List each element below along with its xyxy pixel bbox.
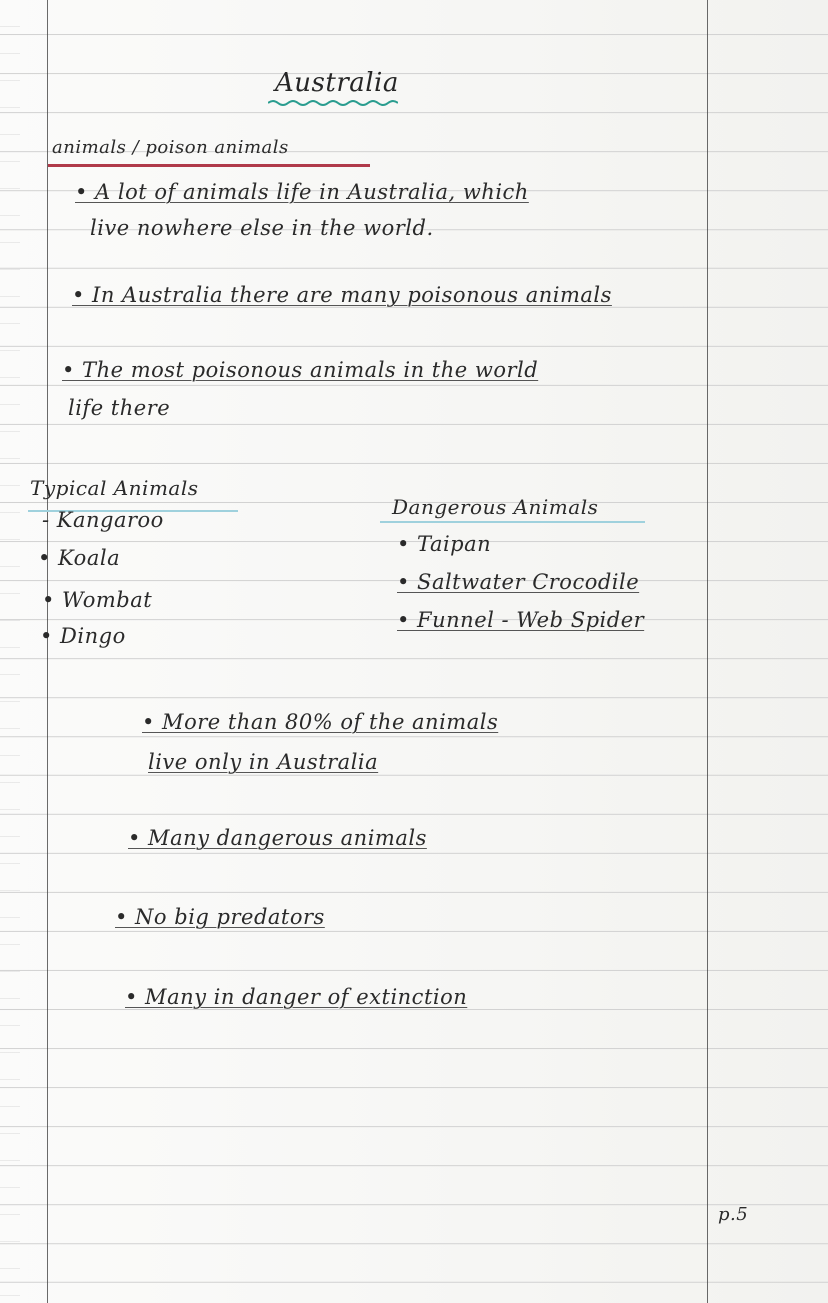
intro-bullet-2: • In Australia there are many poisonous animals: [72, 283, 612, 307]
dangerous-animal-item: • Funnel - Web Spider: [397, 608, 645, 632]
typical-animal-item: • Koala: [38, 546, 121, 570]
page-edge-texture: [0, 0, 20, 1303]
section-heading-underline: [48, 164, 370, 167]
dangerous-animals-underline: [380, 521, 645, 523]
intro-bullet-3-line2: life there: [68, 396, 171, 420]
dangerous-animals-heading: Dangerous Animals: [392, 495, 599, 519]
right-margin-line: [707, 0, 708, 1303]
left-margin-line: [47, 0, 48, 1303]
dangerous-animal-item: • Taipan: [397, 532, 492, 556]
intro-bullet-1-line2: live nowhere else in the world.: [90, 216, 434, 240]
page-number: p.5: [718, 1204, 749, 1225]
typical-animal-item: • Dingo: [40, 624, 126, 648]
fact-4: • Many in danger of extinction: [125, 985, 468, 1009]
section-heading: animals / poison animals: [52, 137, 289, 158]
typical-animal-item: - Kangaroo: [42, 508, 164, 532]
intro-bullet-3-line1: • The most poisonous animals in the world: [62, 358, 539, 382]
fact-1-line1: • More than 80% of the animals: [142, 710, 499, 734]
typical-animal-item: • Wombat: [42, 588, 153, 612]
title-wavy-underline: [268, 99, 398, 107]
dangerous-animal-item: • Saltwater Crocodile: [397, 570, 640, 594]
fact-1-line2: live only in Australia: [148, 750, 379, 774]
fact-3: • No big predators: [115, 905, 325, 929]
typical-animals-heading: Typical Animals: [30, 476, 199, 500]
page-title: Australia: [275, 68, 399, 98]
intro-bullet-1-line1: • A lot of animals life in Australia, which: [75, 180, 529, 204]
fact-2: • Many dangerous animals: [128, 826, 427, 850]
